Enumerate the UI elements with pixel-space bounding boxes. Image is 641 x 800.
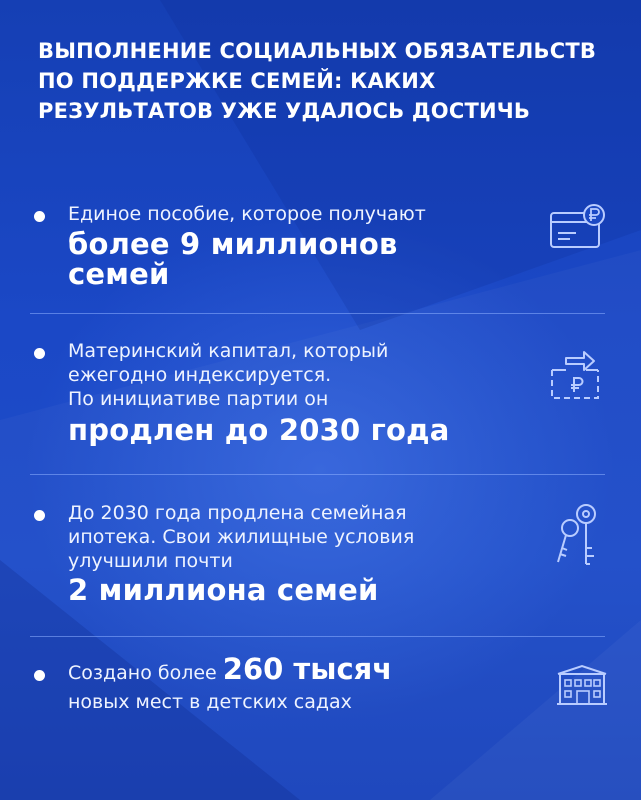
building-icon [554,664,612,708]
item-text-prefix: Создано более [68,662,217,684]
divider [30,474,605,475]
transfer-ruble-icon [548,348,610,404]
item-highlight-line: семей [68,257,170,291]
item-highlight-inline: 260 тысяч [222,652,393,686]
card-ruble-icon [548,203,608,255]
divider [30,313,605,314]
item-text-line: ежегодно индексируется. [68,364,332,386]
bullet [34,670,45,681]
bullet [34,510,45,521]
item-text-line: По инициативе партии он [68,388,329,410]
item-highlight-line: продлен до 2030 года [68,413,450,447]
list-item-unified-allowance [30,203,610,303]
item-text-line: новых мест в детских садах [68,691,352,713]
item-highlight-line: 2 миллиона семей [68,573,379,607]
list-item-kindergarten-places [30,652,610,722]
item-text-line: До 2030 года продлена семейная [68,502,407,524]
bullet [34,348,45,359]
bullet [34,211,45,222]
keys-icon [550,500,610,576]
item-text-line: Единое пособие, которое получают [68,203,426,225]
item-highlight-line: более 9 миллионов [68,227,398,261]
divider [30,636,605,637]
list-item-maternity-capital [30,340,610,470]
item-text-line: Материнский капитал, который [68,340,389,362]
list-item-family-mortgage [30,502,610,622]
page-title: ВЫПОЛНЕНИЕ СОЦИАЛЬНЫХ ОБЯЗАТЕЛЬСТВ ПО ПОДДЕРЖКЕ СЕМЕЙ: КАКИХ РЕЗУЛЬТАТОВ УЖЕ УДАЛОСЬ ДОСТИЧЬ [38,39,597,123]
item-text-line: ипотека. Свои жилищные условия [68,526,415,548]
item-text-line: улучшили почти [68,550,233,572]
